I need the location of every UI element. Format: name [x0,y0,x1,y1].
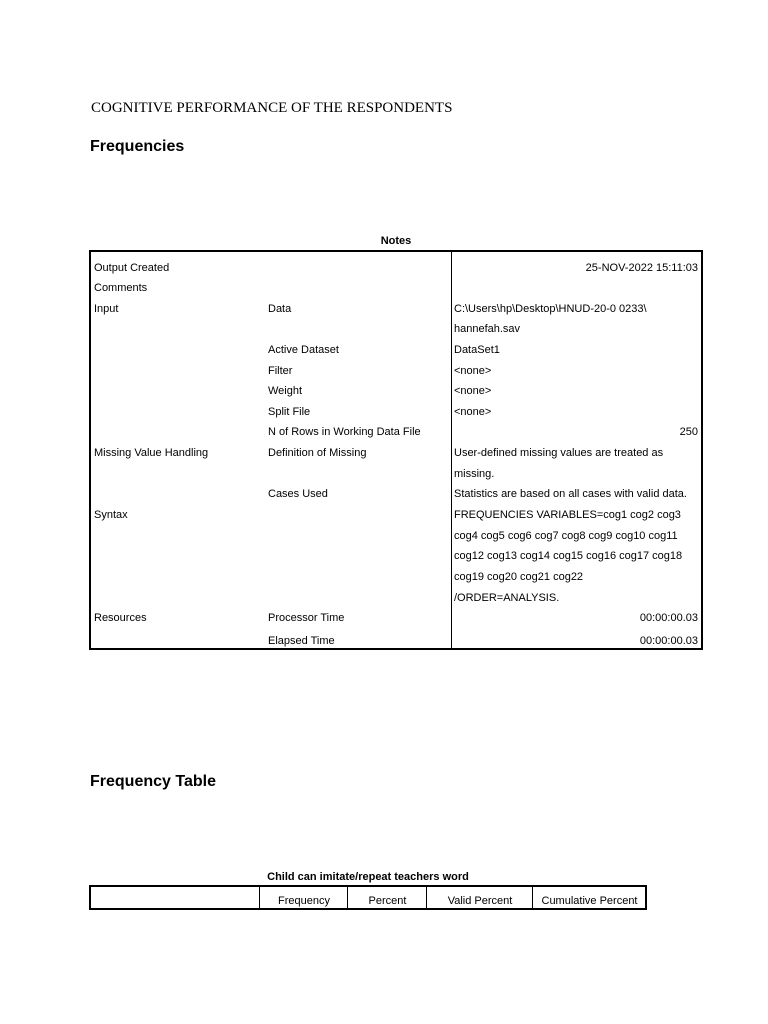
notes-row [91,422,701,442]
notes-row [91,299,701,319]
notes-row [91,258,701,278]
notes-row-value: 250 [679,426,698,438]
notes-row-item: Definition of Missing [268,447,367,459]
notes-row [91,340,701,360]
notes-row-item: Cases Used [268,488,328,500]
notes-row-category: Input [94,303,119,315]
notes-row-value: DataSet1 [454,344,500,356]
header-cumulative-percent: Cumulative Percent [532,887,646,908]
notes-row-category: Resources [94,612,147,624]
notes-row [91,319,701,339]
frequency-table-heading: Frequency Table [90,773,216,790]
notes-row-item: Data [268,303,292,315]
notes-row [91,361,701,381]
notes-table [89,250,703,650]
header-percent: Percent [347,887,427,908]
notes-row-value: <none> [454,406,492,418]
notes-row-item: Split File [268,406,311,418]
notes-row-value: FREQUENCIES VARIABLES=cog1 cog2 cog3 [454,509,681,521]
notes-row-value: cog12 cog13 cog14 cog15 cog16 cog17 cog18 [454,550,683,562]
notes-row-item: Filter [268,365,293,377]
notes-row-value: <none> [454,365,492,377]
notes-row-value: <none> [454,385,492,397]
notes-row-item: N of Rows in Working Data File [268,426,421,438]
notes-row [91,608,701,628]
notes-row-value: Statistics are based on all cases with valid data. [454,488,687,500]
notes-row-value: User-defined missing values are treated as [454,447,664,459]
notes-row-item: Active Dataset [268,344,339,356]
notes-row-category: Syntax [94,509,128,521]
notes-row-value: hannefah.sav [454,323,521,335]
notes-row-value: C:\Users\hp\Desktop\HNUD-20-0 0233\ [454,303,647,315]
notes-row-item: Processor Time [268,612,345,624]
notes-row [91,381,701,401]
notes-row-item: Weight [268,385,303,397]
notes-row-item: Elapsed Time [268,635,335,647]
notes-row-category: Comments [94,282,148,294]
notes-row [91,588,701,608]
document-title: COGNITIVE PERFORMANCE OF THE RESPONDENTS [91,100,453,116]
notes-row-value: 25-NOV-2022 15:11:03 [585,262,698,274]
notes-caption: Notes [380,235,412,247]
notes-row-category: Output Created [94,262,170,274]
notes-row [91,402,701,422]
notes-row-value: /ORDER=ANALYSIS. [454,592,560,604]
header-frequency: Frequency [259,887,348,908]
frequency-table-caption: Child can imitate/repeat teachers word [267,871,469,883]
frequency-table [89,885,647,910]
notes-row [91,567,701,587]
notes-row [91,278,701,298]
notes-row-value: cog19 cog20 cog21 cog22 [454,571,584,583]
notes-row-value: 00:00:00.03 [639,635,698,647]
header-valid-percent: Valid Percent [426,887,533,908]
notes-row [91,631,701,651]
frequencies-heading: Frequencies [90,138,185,155]
notes-row-value: missing. [454,468,495,480]
notes-row-value: 00:00:00.03 [639,612,698,624]
notes-row [91,546,701,566]
notes-row-value: cog4 cog5 cog6 cog7 cog8 cog9 cog10 cog11 [454,530,678,542]
notes-row [91,443,701,463]
notes-row-category: Missing Value Handling [94,447,209,459]
notes-row [91,484,701,504]
notes-row [91,526,701,546]
notes-row [91,464,701,484]
notes-row [91,505,701,525]
